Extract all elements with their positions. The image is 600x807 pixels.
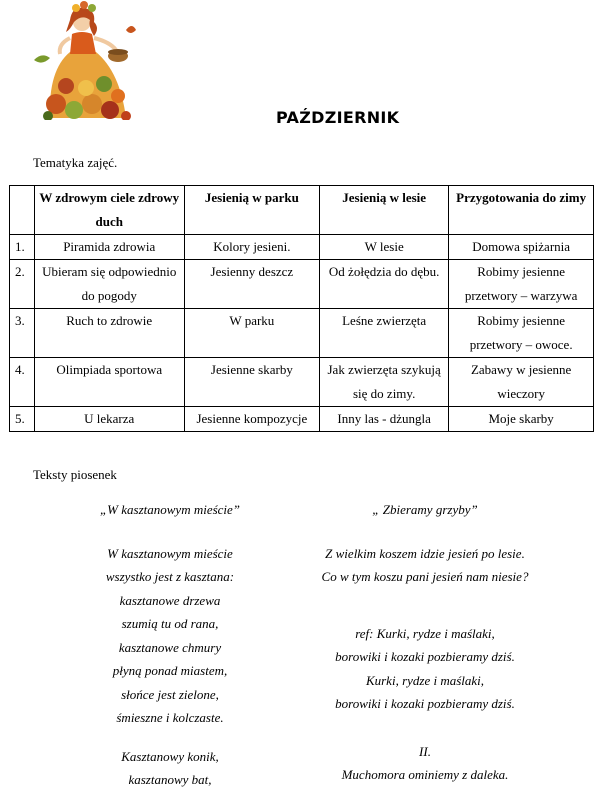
- table-cell: Ruch to zdrowie: [34, 309, 184, 358]
- table-cell: Leśne zwierzęta: [320, 309, 449, 358]
- table-cell: W lesie: [320, 235, 449, 260]
- song-title: „W kasztanowym mieście”: [99, 502, 241, 517]
- row-number: 5.: [10, 407, 35, 432]
- song-line: Kasztanowy konik,: [121, 748, 219, 764]
- song-line: borowiki i kozaki pozbieramy dziś.: [335, 696, 515, 711]
- song-line: borowiki i kozaki pozbieramy dziś.: [335, 649, 515, 664]
- autumn-lady-illustration: [30, 0, 136, 120]
- table-row: [10, 309, 594, 358]
- page-title: PAŹDZIERNIK: [276, 108, 400, 127]
- table-cell: W parku: [184, 309, 319, 358]
- song-line: kasztanowe drzewa: [119, 592, 221, 608]
- song-line: szumią tu od rana,: [121, 616, 219, 631]
- song-stanza: [40, 745, 300, 792]
- table-cell: Olimpiada sportowa: [34, 358, 184, 407]
- song-title: „ Zbieramy grzyby”: [372, 502, 478, 517]
- table-cell: Moje skarby: [449, 407, 594, 432]
- song-line: kasztanowy bat,: [128, 772, 212, 787]
- song-line: W kasztanowym mieście: [107, 545, 233, 561]
- table-cell: Inny las - dżungla: [320, 407, 449, 432]
- song-line: kasztanowe chmury: [118, 639, 222, 655]
- table-cell: Zabawy w jesienne wieczory: [449, 358, 594, 407]
- table-cell: Jesienne kompozycje: [184, 407, 319, 432]
- song-line: Z wielkim koszem idzie jesień po lesie.: [325, 545, 525, 561]
- table-row: [10, 260, 594, 309]
- song-line: wszystko jest z kasztana:: [105, 569, 235, 584]
- row-number: 2.: [10, 260, 35, 309]
- table-header-cell: W zdrowym ciele zdrowy duch: [34, 186, 184, 235]
- table-cell: Jak zwierzęta szykują się do zimy.: [320, 358, 449, 407]
- table-row: [10, 407, 594, 432]
- song-line: słońce jest zielone,: [121, 686, 219, 702]
- table-cell: Piramida zdrowia: [34, 235, 184, 260]
- table-header-cell: Jesienią w lesie: [320, 186, 449, 235]
- song-line: płyną ponad miastem,: [112, 663, 228, 678]
- topics-table: [9, 185, 594, 432]
- table-header-cell: Jesienią w parku: [184, 186, 319, 235]
- table-cell: Od żołędzia do dębu.: [320, 260, 449, 309]
- row-number: 1.: [10, 235, 35, 260]
- table-header-row: [10, 186, 594, 235]
- song-line: II.: [419, 743, 431, 759]
- table-row: [10, 235, 594, 260]
- song-stanza: [290, 740, 560, 787]
- song-stanza: [290, 622, 560, 716]
- table-cell: Kolory jesieni.: [184, 235, 319, 260]
- song-line: śmieszne i kolczaste.: [116, 710, 224, 725]
- song-stanza: [290, 542, 560, 589]
- table-row: [10, 358, 594, 407]
- song-line: Muchomora ominiemy z daleka.: [341, 767, 509, 782]
- song-line: Co w tym koszu pani jesień nam niesie?: [321, 569, 529, 584]
- table-cell: Robimy jesienne przetwory – owoce.: [449, 309, 594, 358]
- song-line: Kurki, rydze i maślaki,: [365, 672, 485, 688]
- table-cell: U lekarza: [34, 407, 184, 432]
- row-number: 4.: [10, 358, 35, 407]
- table-cell: Domowa spiżarnia: [449, 235, 594, 260]
- topics-label: Tematyka zajęć.: [33, 155, 118, 170]
- table-cell: Ubieram się odpowiednio do pogody: [34, 260, 184, 309]
- table-cell: Robimy jesienne przetwory – warzywa: [449, 260, 594, 309]
- table-header-cell: Przygotowania do zimy: [449, 186, 594, 235]
- song-stanza: [40, 542, 300, 730]
- table-cell: Jesienne skarby: [184, 358, 319, 407]
- table-header-cell: [10, 186, 35, 235]
- row-number: 3.: [10, 309, 35, 358]
- song-right: [290, 498, 560, 802]
- song-line: ref: Kurki, rydze i maślaki,: [355, 625, 495, 641]
- table-cell: Jesienny deszcz: [184, 260, 319, 309]
- songs-label: Teksty piosenek: [33, 467, 117, 482]
- song-left: [40, 498, 300, 807]
